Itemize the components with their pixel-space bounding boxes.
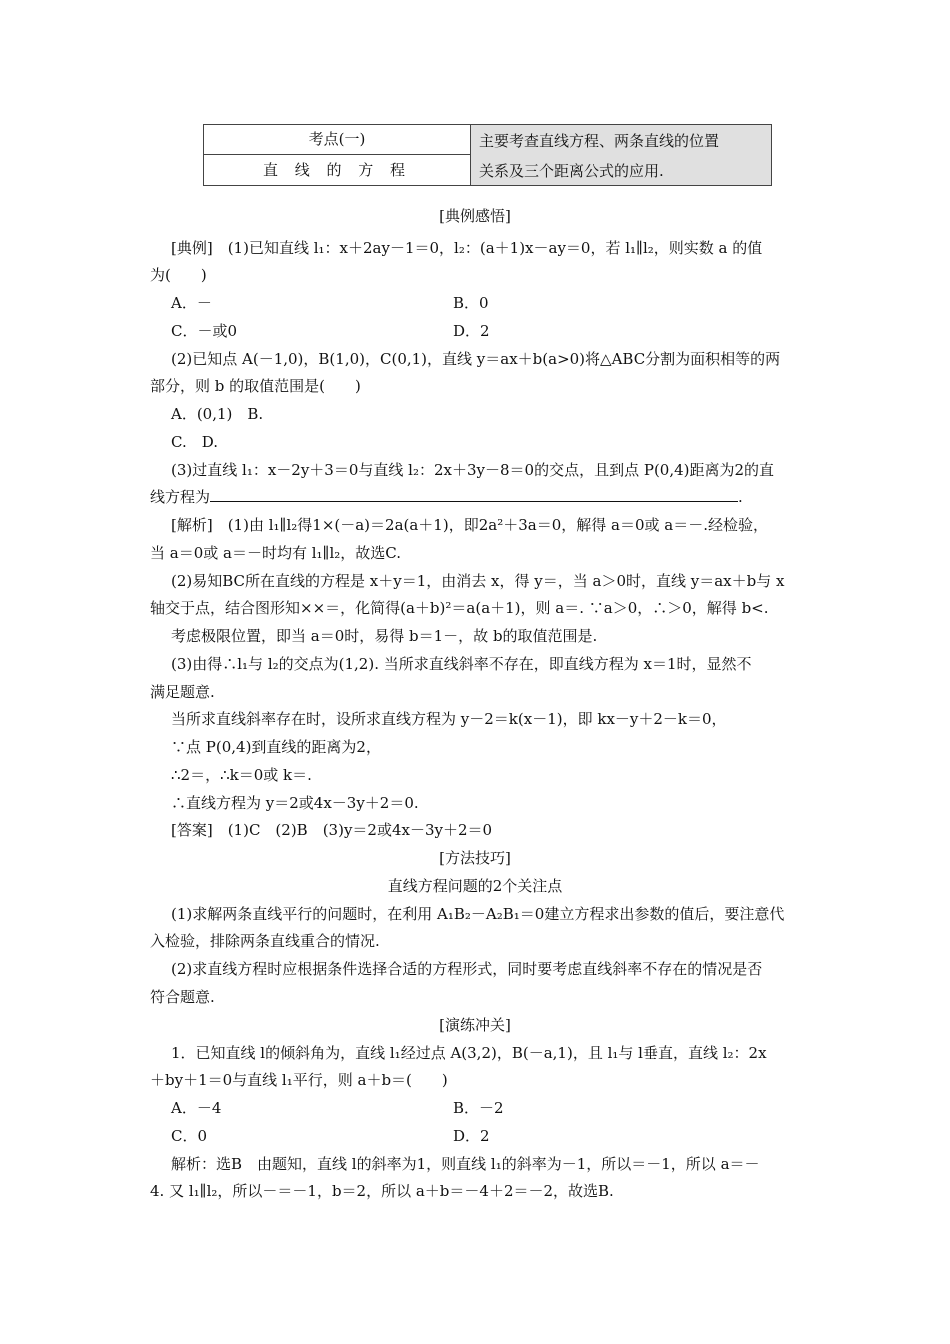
section-heading-fangfa: [方法技巧] (439, 849, 511, 867)
question-3-suffix: . (738, 488, 743, 506)
solution-line-2: 当 a＝0或 a＝－时均有 l₁∥l₂，故选C. (150, 544, 401, 562)
method-line-2: 入检验，排除两条直线重合的情况. (150, 932, 380, 950)
question-3-prefix: 线方程为 (150, 488, 211, 506)
topic-description (471, 125, 771, 185)
answer-blank (210, 487, 738, 502)
question-2-options-cd: C. D. (171, 433, 218, 451)
practice-option-b: B．－2 (453, 1099, 504, 1117)
topic-desc-line-2: 关系及三个距离公式的应用. (479, 162, 664, 180)
solution-line-11: ∴直线方程为 y＝2或4x－3y＋2＝0. (171, 794, 419, 812)
practice-line-2: ＋by＋1＝0与直线 l₁平行，则 a＋b＝( ) (150, 1071, 448, 1089)
topic-desc-line-1: 主要考查直线方程、两条直线的位置 (479, 132, 720, 150)
method-line-1: (1)求解两条直线平行的问题时，在利用 A₁B₂－A₂B₁＝0建立方程求出参数的值后，要注意代 (171, 905, 785, 923)
question-3-line-2 (150, 486, 743, 508)
solution-line-8: 当所求直线斜率存在时，设所求直线方程为 y－2＝k(x－1)，即 kx－y＋2－k＝0， (171, 710, 727, 728)
solution-line-10: ∴2＝，∴k＝0或 k＝. (171, 766, 312, 784)
option-b: B．0 (453, 294, 489, 312)
method-title: 直线方程问题的2个关注点 (387, 877, 563, 895)
question-3-line-1: (3)过直线 l₁：x－2y＋3＝0与直线 l₂：2x＋3y－8＝0的交点，且到点 P(0,4)距离为2的直 (171, 461, 775, 479)
practice-option-d: D．2 (453, 1127, 490, 1145)
practice-solution-line-1: 解析：选B 由题知，直线 l的斜率为1，则直线 l₁的斜率为－1，所以＝－1，所以 a＝－ (171, 1155, 760, 1173)
solution-line-7: 满足题意. (150, 683, 215, 701)
solution-line-4: 轴交于点，结合图形知××＝，化简得(a＋b)²＝a(a＋1)，则 a＝. ∵a＞0，∴＞0，解得 b<. (150, 599, 769, 617)
topic-box (203, 124, 772, 186)
solution-line-6: (3)由得∴l₁与 l₂的交点为(1,2). 当所求直线斜率不存在，即直线方程为 x＝1时，显然不 (171, 655, 752, 673)
topic-left (204, 125, 471, 185)
method-line-3: (2)求直线方程时应根据条件选择合适的方程形式，同时要考虑直线斜率不存在的情况是否 (171, 960, 763, 978)
method-line-4: 符合题意. (150, 988, 215, 1006)
solution-line-1: [解析] (1)由 l₁∥l₂得1×(－a)＝2a(a＋1)，即2a²＋3a＝0，解得 a＝0或 a＝－.经检验， (171, 516, 768, 534)
option-d: D．2 (453, 322, 490, 340)
solution-line-3: (2)易知BC所在直线的方程是 x＋y＝1，由消去 x，得 y＝，当 a＞0时，直线 y＝ax＋b与 x (171, 572, 785, 590)
example-line-1: [典例] (1)已知直线 l₁：x＋2ay－1＝0，l₂：(a＋1)x－ay＝0，若 l₁∥l₂，则实数 a 的值 (171, 239, 763, 257)
question-2-line-1: (2)已知点 A(－1,0)，B(1,0)，C(0,1)，直线 y＝ax＋b(a>0)将△ABC分割为面积相等的两 (171, 350, 781, 368)
practice-solution-line-2: 4. 又 l₁∥l₂，所以－＝－1，b＝2，所以 a＋b＝－4＋2＝－2，故选B. (150, 1182, 614, 1200)
section-heading-yanlian: [演练冲关] (439, 1016, 511, 1034)
practice-line-1: 1．已知直线 l的倾斜角为，直线 l₁经过点 A(3,2)，B(－a,1)，且 l₁与 l垂直，直线 l₂：2x (171, 1044, 767, 1062)
section-heading-dianli: [典例感悟] (439, 207, 511, 225)
option-c: C．－或0 (171, 322, 238, 340)
question-2-options-ab: A．(0,1) B. (171, 405, 264, 423)
solution-line-5: 考虑极限位置，即当 a＝0时，易得 b＝1－，故 b的取值范围是. (171, 627, 598, 645)
practice-option-c: C．0 (171, 1127, 208, 1145)
topic-title: 考点(一) (204, 125, 470, 155)
example-line-2: 为( ) (150, 266, 207, 284)
option-a: A．－ (171, 294, 212, 312)
topic-name: 直 线 的 方 程 (262, 161, 412, 179)
question-2-line-2: 部分，则 b 的取值范围是( ) (150, 377, 361, 395)
answer-line: [答案] (1)C (2)B (3)y＝2或4x－3y＋2＝0 (171, 821, 493, 839)
practice-option-a: A．－4 (171, 1099, 222, 1117)
solution-line-9: ∵点 P(0,4)到直线的距离为2， (171, 738, 381, 756)
